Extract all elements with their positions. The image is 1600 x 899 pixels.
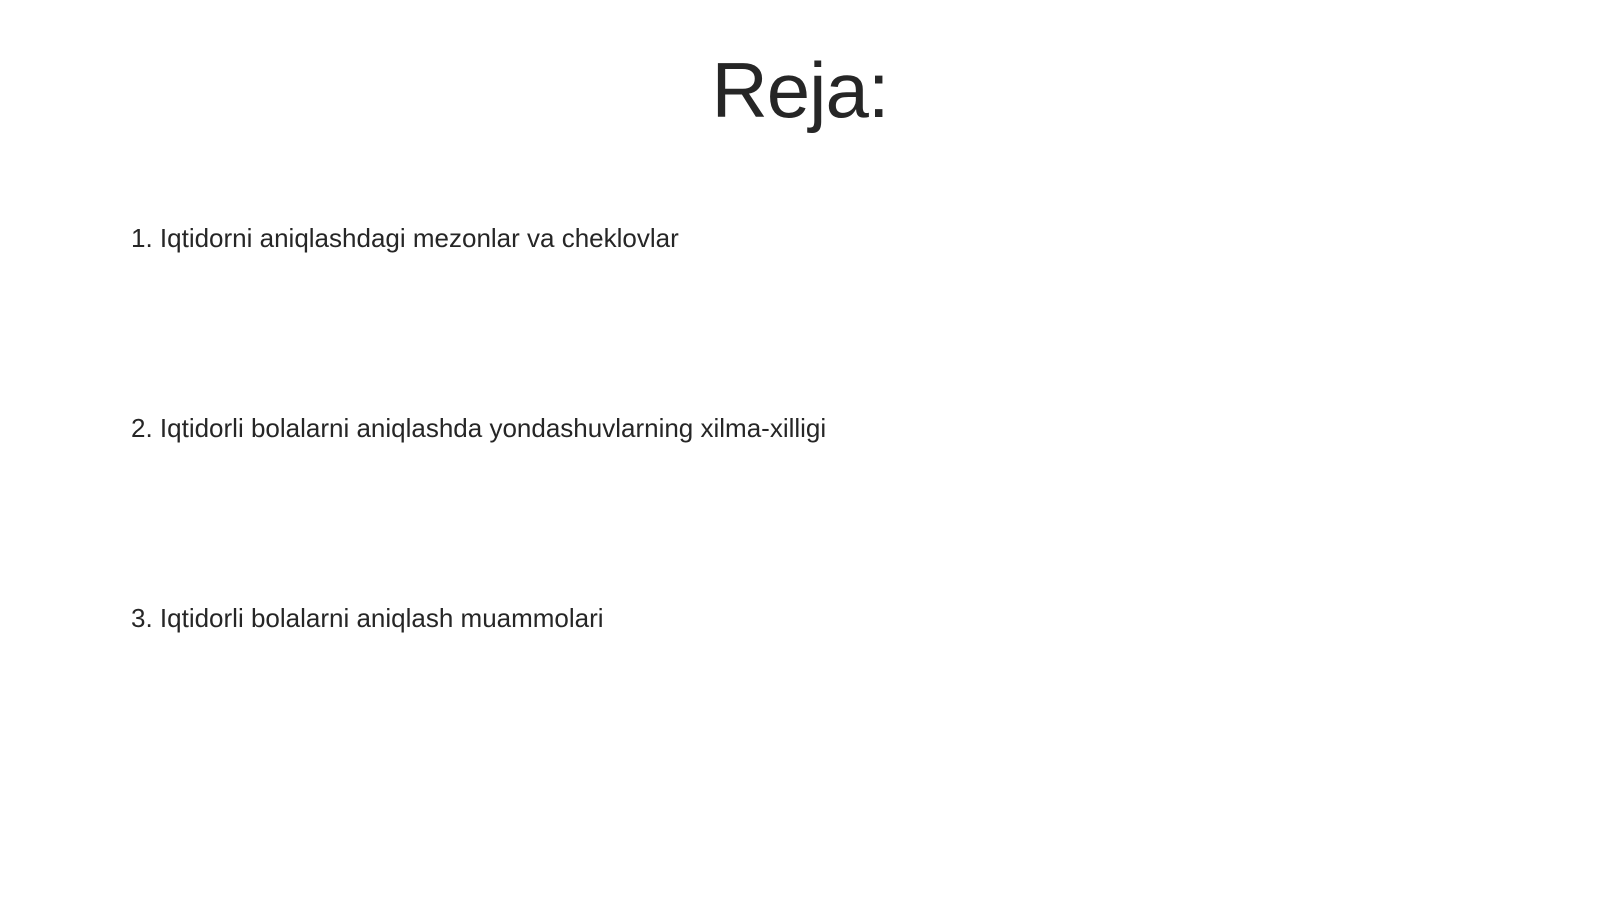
plan-item-3: 3. Iqtidorli bolalarni aniqlash muammolari: [131, 603, 604, 633]
plan-item-2: 2. Iqtidorli bolalarni aniqlashda yondashuvlarning xilma-xilligi: [131, 413, 827, 443]
slide-title: Reja:: [711, 46, 889, 134]
plan-item-1: 1. Iqtidorni aniqlashdagi mezonlar va cheklovlar: [131, 223, 679, 253]
